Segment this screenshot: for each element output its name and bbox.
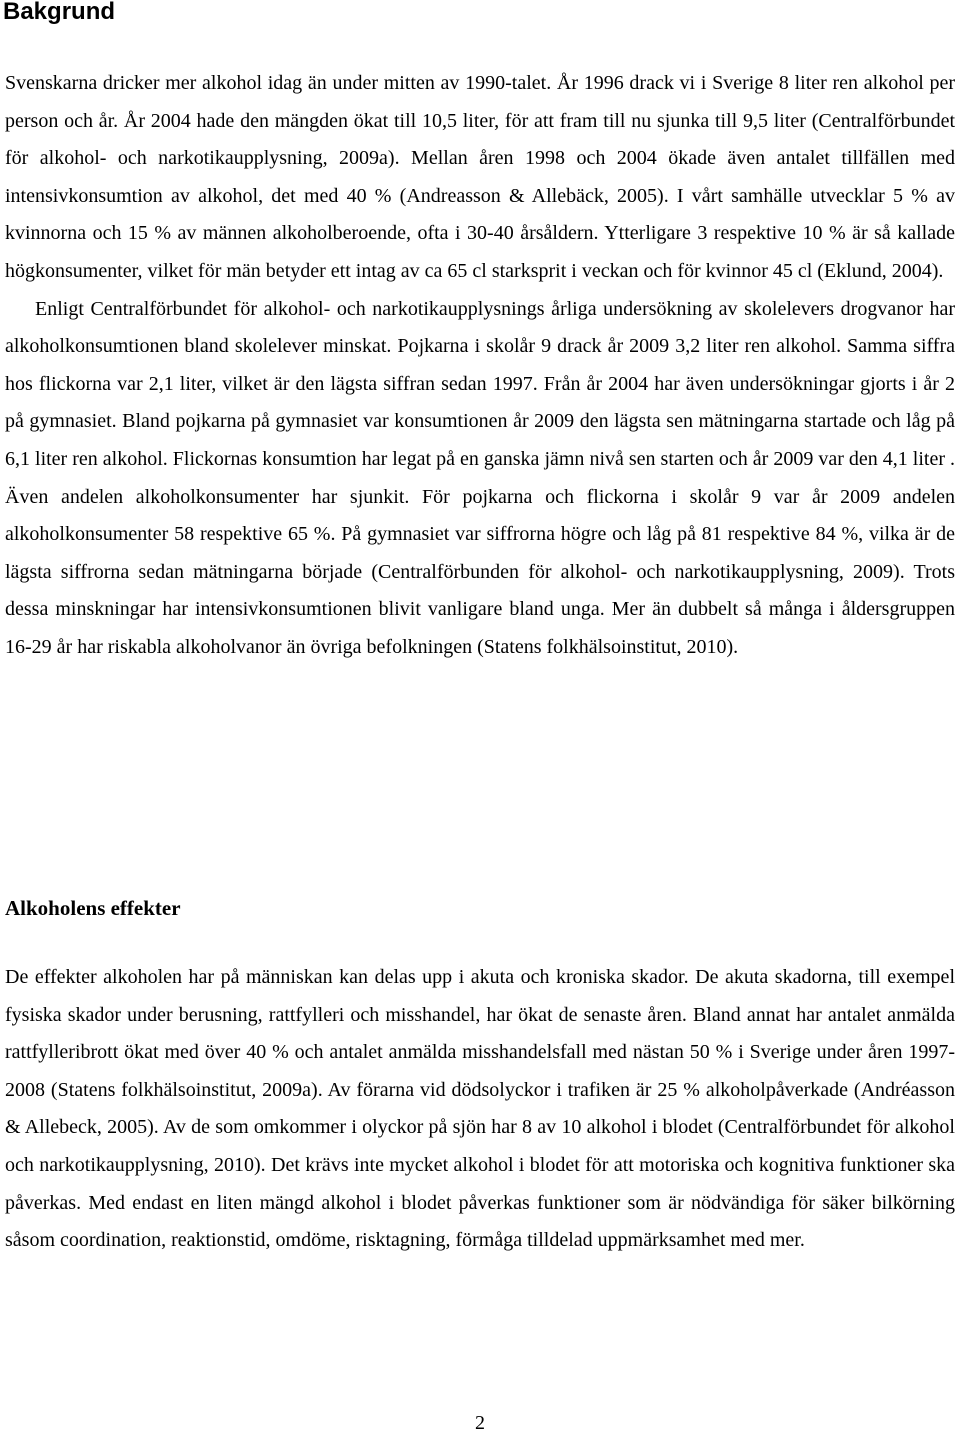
paragraph: Svenskarna dricker mer alkohol idag än under mitten av 1990-talet. År 1996 drack vi i Sverige 8 liter ren alkohol per person och år. År 2004 hade den mängden ökat till 10,5 liter, för att fram till nu sjunka till 9,5 liter (Centralförbundet för alkohol- och narkotikaupplysning, 2009a). Mellan åren 1998 och 2004 ökade även antalet tillfällen med intensivkonsumtion av alkohol, det med 40 % (Andreasson & Allebäck, 2005). I vårt samhälle utvecklar 5 % av kvinnorna och 15 % av männen alkoholberoende, ofta i 30-40 årsåldern. Ytterligare 3 respektive 10 % är så kallade högkonsumenter, vilket för män betyder ett intag av ca 65 cl starksprit i veckan och för kvinnor 45 cl (Eklund, 2004).	[5, 72, 955, 282]
section-body-alkoholens-effekter	[5, 959, 955, 1260]
section-heading-alkoholens-effekter: Alkoholens effekter	[5, 896, 181, 920]
page-number: 2	[475, 1412, 485, 1434]
paragraph: De effekter alkoholen har på människan kan delas upp i akuta och kroniska skador. De akuta skadorna, till exempel fysiska skador under berusning, rattfylleri och misshandel, har ökat de senaste åren. Bland annat har antalet anmälda rattfylleribrott ökat med över 40 % och antalet anmälda misshandelsfall med nästan 50 % i Sverige under åren 1997-2008 (Statens folkhälsoinstitut, 2009a). Av förarna vid dödsolyckor i trafiken är 25 % alkoholpåverkade (Andréasson & Allebeck, 2005). Av de som omkommer i olyckor på sjön har 8 av 10 alkohol i blodet (Centralförbundet för alkohol och narkotikaupplysning, 2010). Det krävs inte mycket alkohol i blodet för att motoriska och kognitiva funktioner ska påverkas. Med endast en liten mängd alkohol i blodet påverkas funktioner som är nödvändiga för säker bilkörning såsom coordination, reaktionstid, omdöme, risktagning, förmåga tilldelad uppmärksamhet med mer.	[5, 966, 955, 1252]
section-heading-bakgrund: Bakgrund	[3, 0, 116, 25]
paragraph: Enligt Centralförbundet för alkohol- och narkotikaupplysnings årliga undersökning av skolelevers drogvanor har alkoholkonsumtionen bland skolelever minskat. Pojkarna i skolår 9 drack år 2009 3,2 liter ren alkohol. Samma siffra hos flickorna var 2,1 liter, vilket är den lägsta siffran sedan 1997. Från år 2004 har även undersökningar gjorts i år 2 på gymnasiet. Bland pojkarna på gymnasiet var konsumtionen år 2009 den lägsta sen mätningarna startade och låg på 6,1 liter ren alkohol. Flickornas konsumtion har legat på en ganska jämn nivå sen starten och år 2009 var den 4,1 liter . Även andelen alkoholkonsumenter har sjunkit. För pojkarna och flickorna i skolår 9 var år 2009 andelen alkoholkonsumenter 58 respektive 65 %. På gymnasiet var siffrorna högre och låg på 81 respektive 84 %, vilka är de lägsta siffrorna sedan mätningarna började (Centralförbunden för alkohol- och narkotikaupplysning, 2009). Trots dessa minskningar har intensivkonsumtionen blivit vanligare bland unga. Mer än dubbelt så många i åldersgruppen 16-29 år har riskabla alkoholvanor än övriga befolkningen (Statens folkhälsoinstitut, 2010).	[5, 297, 955, 658]
section-body-bakgrund	[5, 65, 955, 667]
